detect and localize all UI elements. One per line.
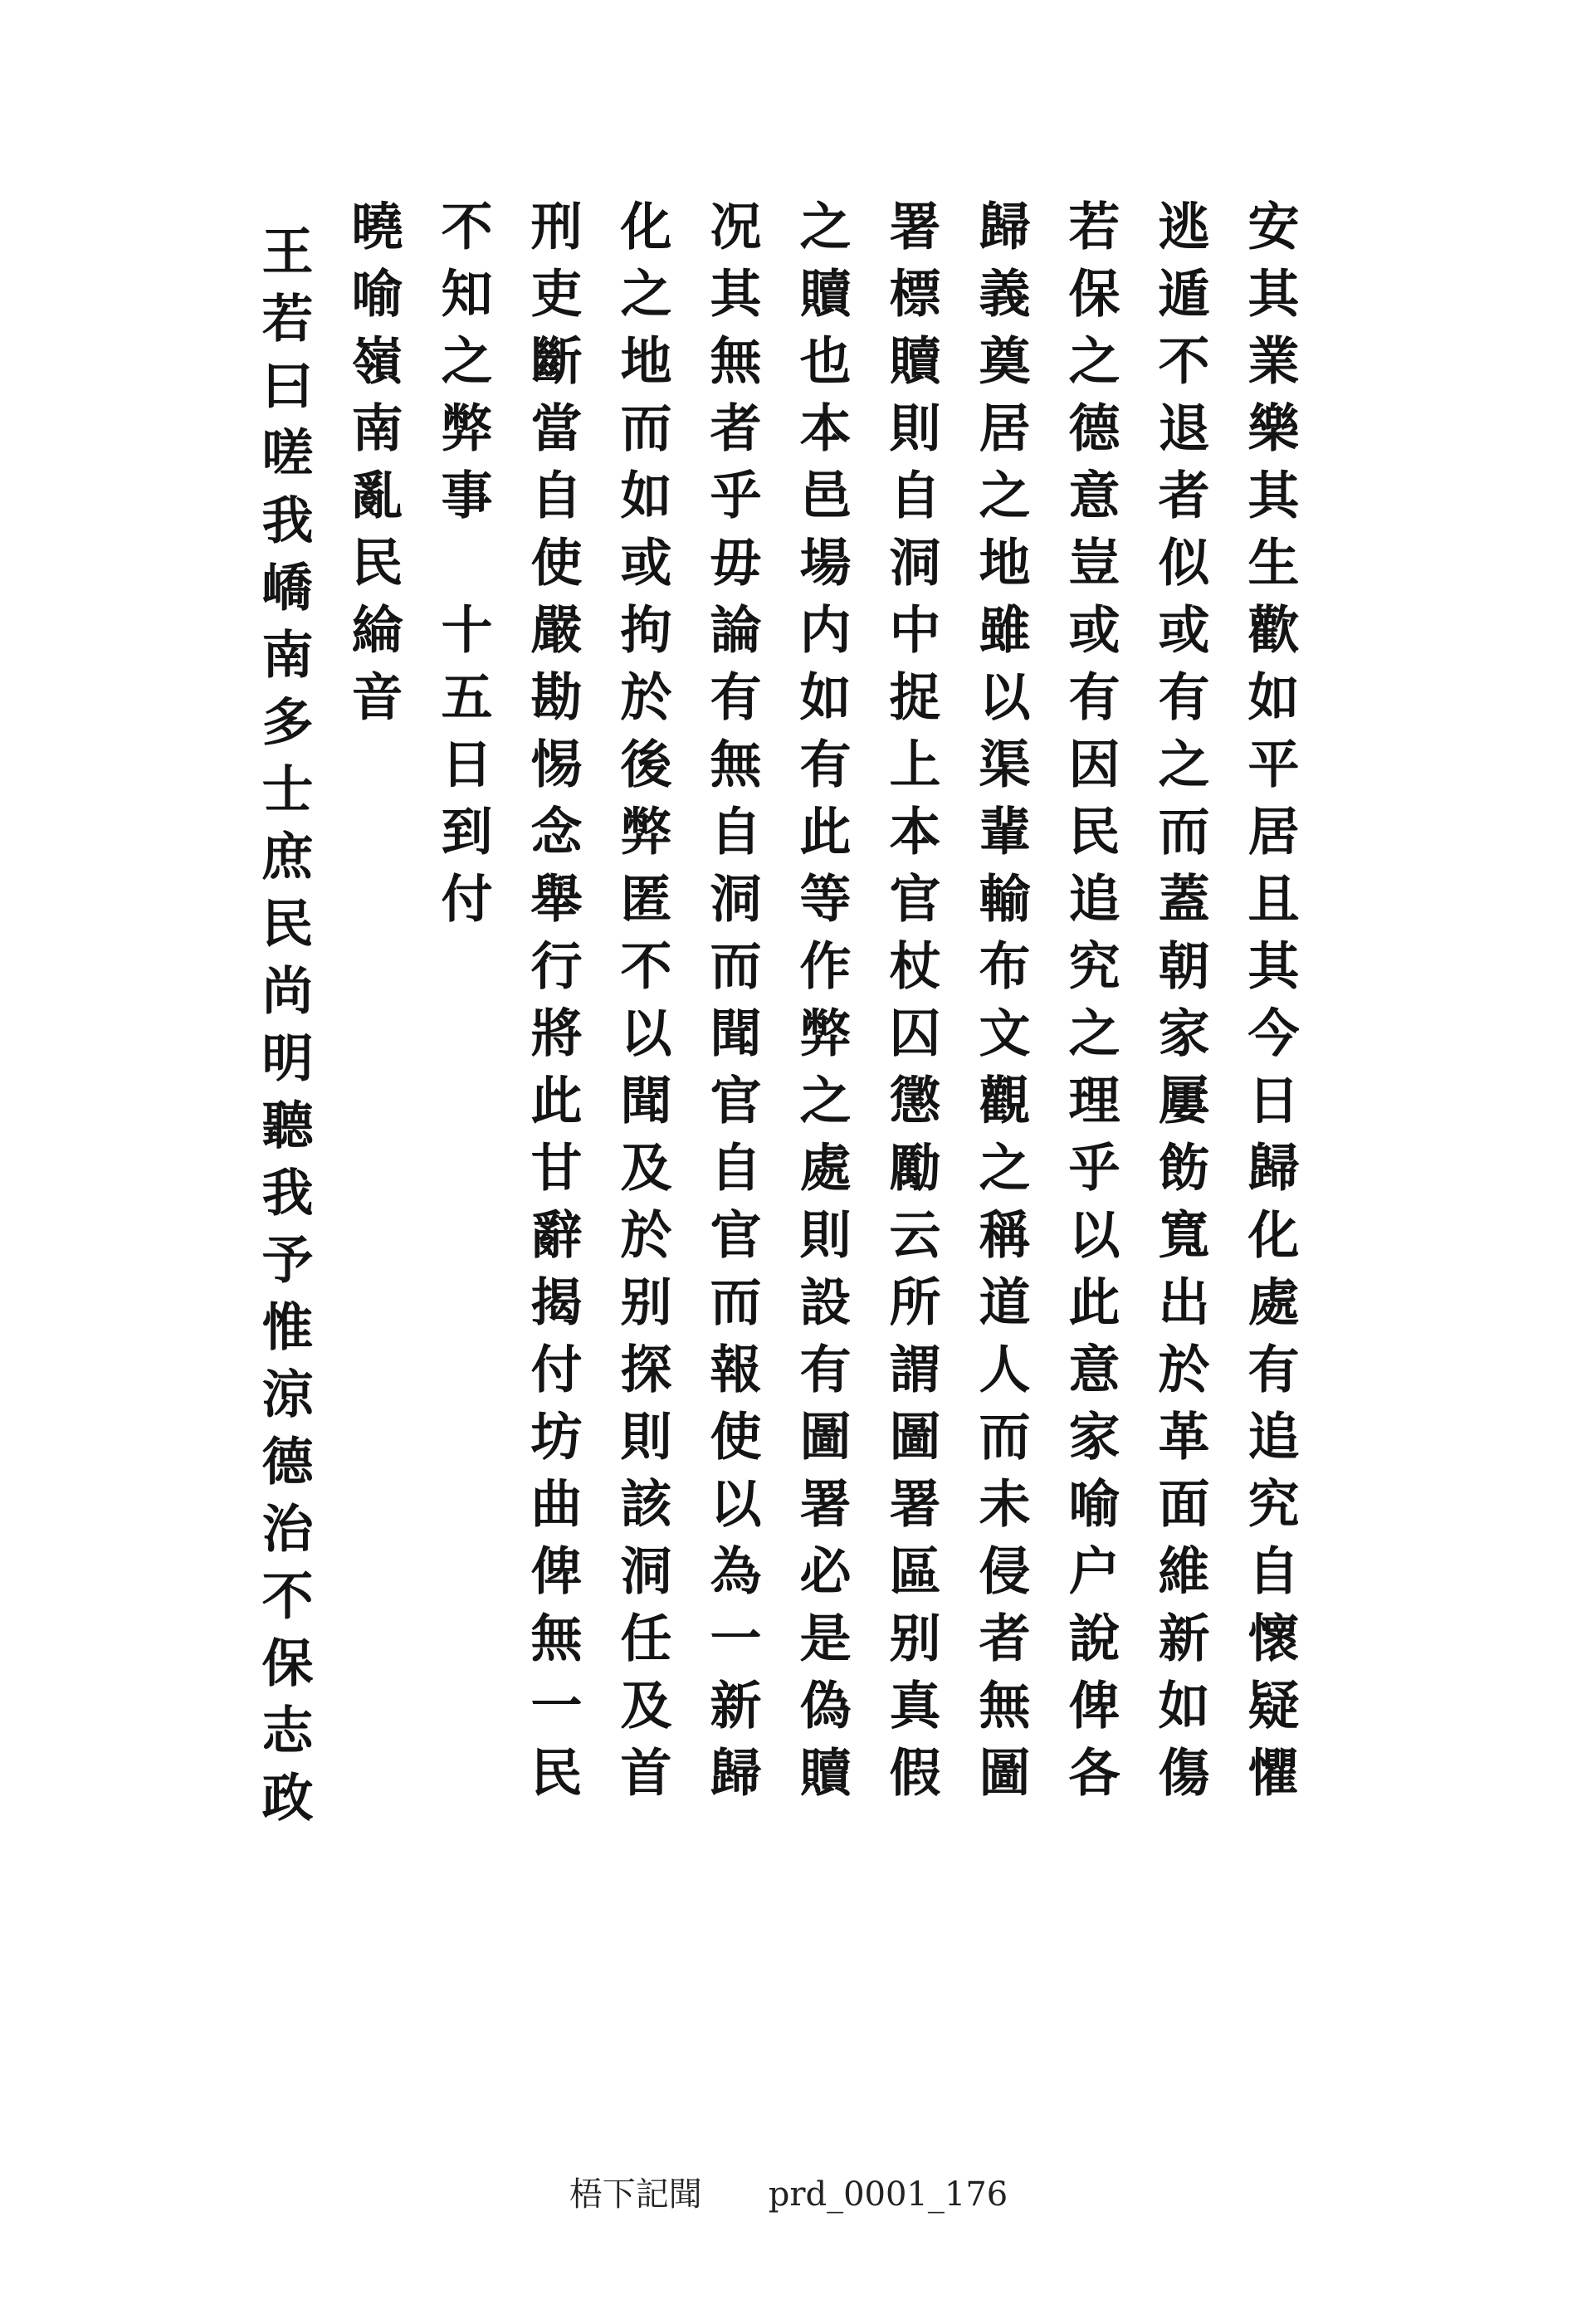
text-column-4: 歸義奠居之地雖以渠輩輸布文觀之稱道人而未侵者無圖 bbox=[970, 199, 1031, 1813]
page-footer bbox=[0, 2168, 1577, 2215]
book-title: 梧下記聞 bbox=[569, 2175, 702, 2214]
text-column-2: 逃遁不退者似或有之而蓋朝家屢飭寬出於革面維新如傷 bbox=[1150, 199, 1210, 1813]
text-column-heading: 曉喻嶺南亂民綸音 bbox=[343, 199, 403, 737]
text-column-6: 之贖也本邑場内如有此等作弊之處則設有圖署必是偽贖 bbox=[791, 199, 852, 1813]
text-column-3: 若保之德意豈或有因民追究之理乎以此意家喻户說俾各 bbox=[1060, 199, 1120, 1813]
vertical-text-block bbox=[199, 199, 1300, 1859]
text-column-12: 王若曰嗟我嶠南多士庶民尚明聽我予惟涼德治不保志政 bbox=[253, 224, 314, 1838]
text-column-8: 化之地而如或拘於後弊匿不以聞及於别探則該洞任及首 bbox=[612, 199, 672, 1813]
text-column-7: 况其無者乎毋論有無自洞而聞官自官而報使以為一新歸 bbox=[701, 199, 762, 1813]
page-id: prd_0001_176 bbox=[768, 2175, 1008, 2214]
text-column-5: 署標贖則自洞中捉上本官杖囚懲勵云所謂圖署區别真假 bbox=[881, 199, 941, 1813]
text-column-10: 不知之弊事 十五日到付 bbox=[432, 199, 493, 939]
text-column-1: 安其業樂其生歡如平居且其今日歸化處有追究自懷疑懼 bbox=[1239, 199, 1300, 1813]
text-column-9: 刑吏斷當自使嚴勘惕念舉行將此甘辭揭付坊曲俾無一民 bbox=[522, 199, 583, 1813]
